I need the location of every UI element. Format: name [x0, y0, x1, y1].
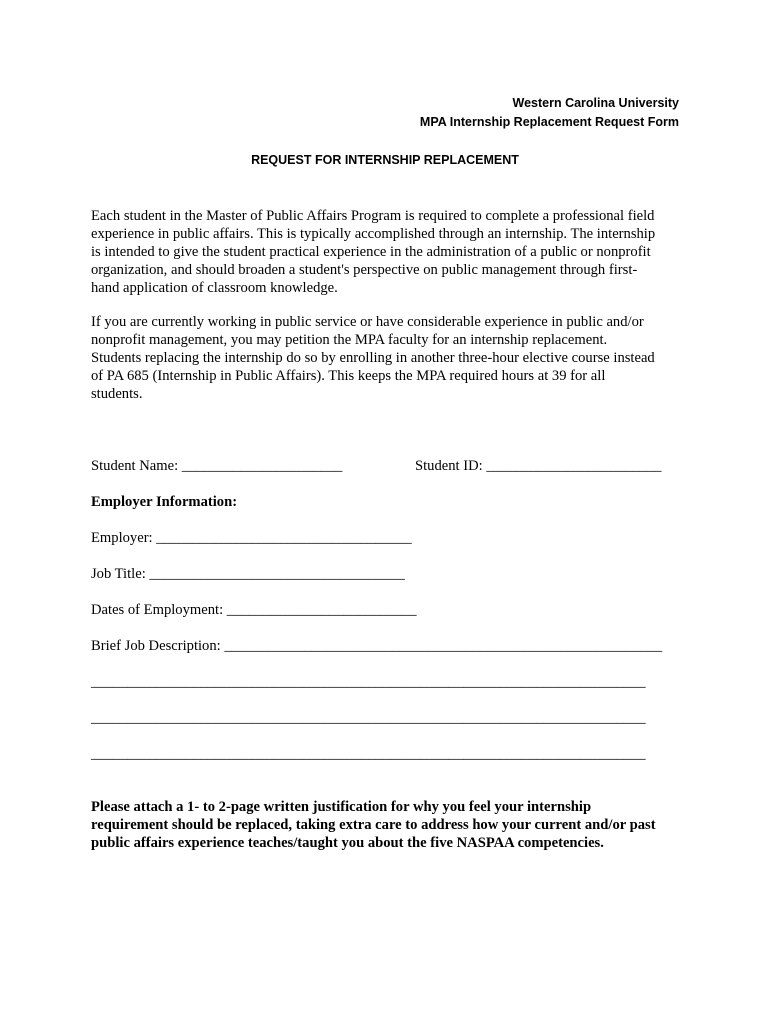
brief-job-description-field: Brief Job Description: ____________________________________________________________ — [91, 638, 663, 654]
student-id-field: Student ID: ________________________ — [415, 458, 662, 474]
description-line: ____________________________________________________________________________ — [91, 710, 646, 726]
form-name: MPA Internship Replacement Request Form — [419, 115, 679, 129]
form-title: REQUEST FOR INTERNSHIP REPLACEMENT — [251, 153, 519, 167]
closing-note: Please attach a 1- to 2-page written justification for why you feel your internship requirement should be replaced, taking extra care to address how your current and/or past public affairs experience teaches/taught you about the five NASPAA competencies. — [91, 799, 656, 851]
employer-info-heading: Employer Information: — [91, 494, 238, 510]
job-title-field: Job Title: ___________________________________ — [91, 566, 405, 582]
description-line: ____________________________________________________________________________ — [91, 674, 646, 690]
form-header — [420, 94, 679, 132]
university-name: Western Carolina University — [512, 96, 679, 110]
intro-paragraph: Each student in the Master of Public Affairs Program is required to complete a professional field experience in public affairs. This is typically accomplished through an internship. The internship is intended to give the student practical experience in the administration of a public or nonprofit organization, and should broaden a student's perspective on public management through first- hand application of classroom knowledge. — [91, 208, 656, 296]
eligibility-paragraph: If you are currently working in public service or have considerable experience in public and/or nonprofit management, you may petition the MPA faculty for an internship replacement. Students replacing the internship do so by enrolling in another three-hour elective course instead of PA 685 (Internship in Public Affairs). This keeps the MPA required hours at 39 for all students. — [91, 314, 655, 402]
dates-of-employment-field: Dates of Employment: __________________________ — [91, 602, 417, 618]
student-name-field: Student Name: ______________________ — [91, 458, 343, 474]
employer-field: Employer: ___________________________________ — [91, 530, 412, 546]
description-line: ____________________________________________________________________________ — [91, 746, 646, 762]
